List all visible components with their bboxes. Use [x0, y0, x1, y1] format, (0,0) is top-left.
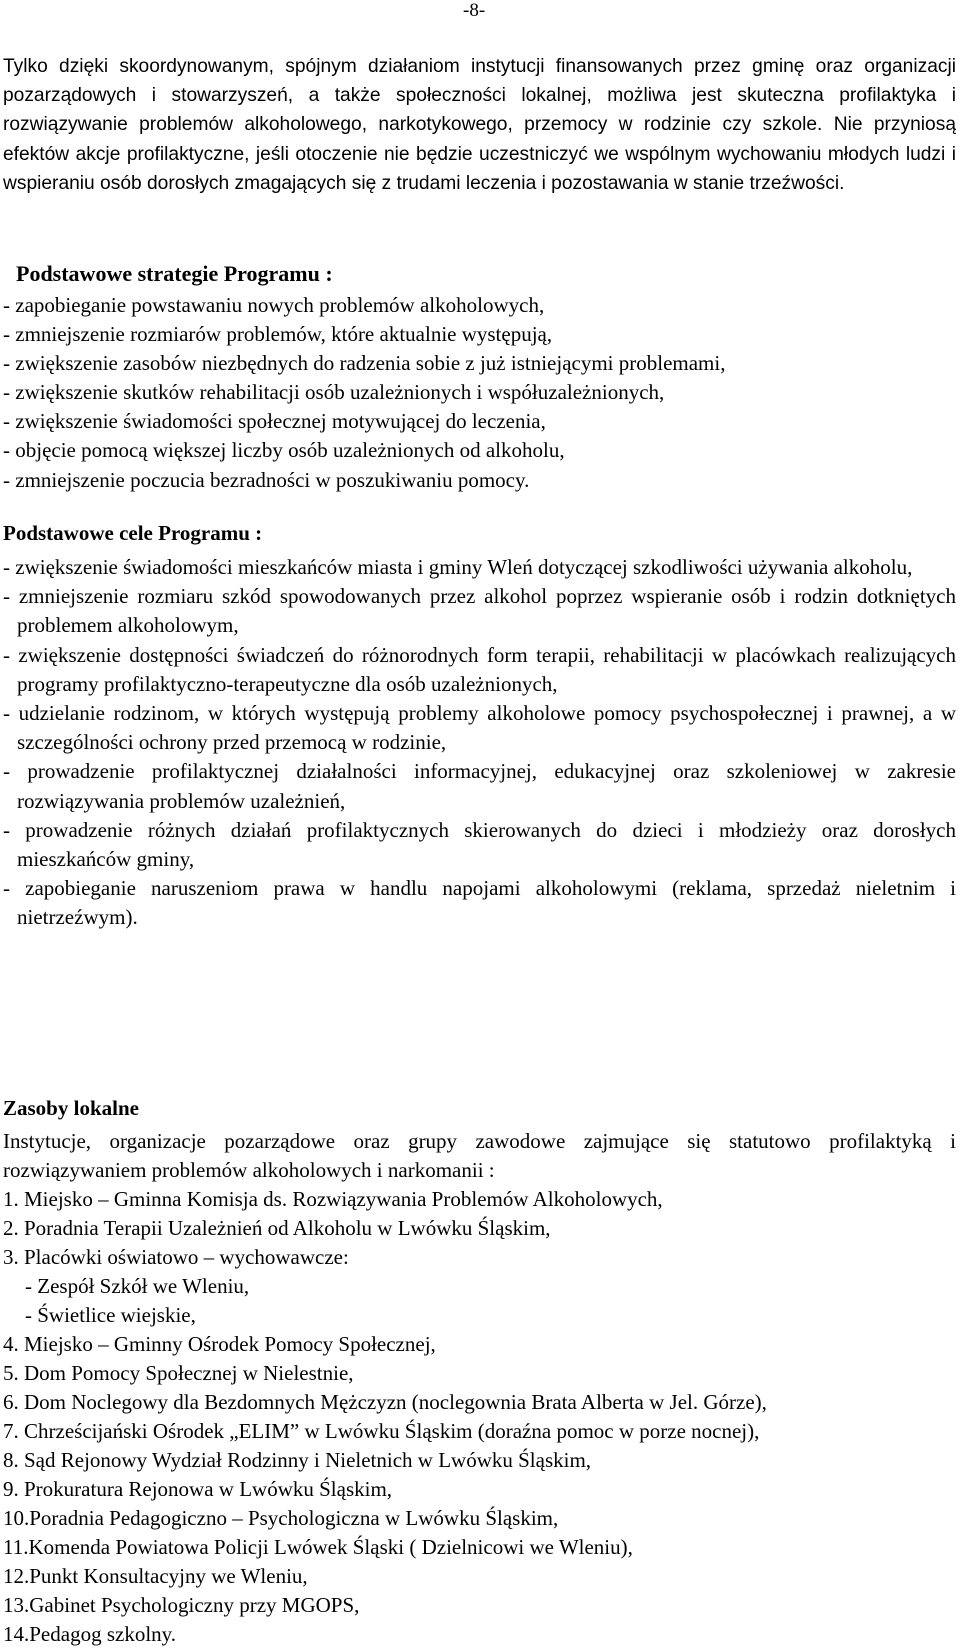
- resource-item: 5. Dom Pomocy Społecznej w Nielestnie,: [3, 1361, 354, 1385]
- resources-section: [3, 1090, 956, 1649]
- strategy-item: - zmniejszenie rozmiarów problemów, które aktualnie występują,: [3, 322, 553, 347]
- resource-item: 8. Sąd Rejonowy Wydział Rodzinny i Nieletnich w Lwówku Śląskim,: [3, 1448, 592, 1472]
- goal-item: - prowadzenie profilaktycznej działalności informacyjnej, edukacyjnej oraz szkoleniowej w zakresie rozwiązywania problemów uzależnień,: [3, 759, 956, 813]
- strategy-item: - zwiększenie świadomości społecznej motywującej do leczenia,: [3, 409, 546, 434]
- resources-intro: Instytucje, organizacje pozarządowe oraz grupy zawodowe zajmujące się statutowo profilaktyką i rozwiązywaniem problemów alkoholowych i narkomanii :: [3, 1129, 956, 1182]
- goal-item: - udzielanie rodzinom, w których występują problemy alkoholowe pomocy psychospołecznej i prawnej, a w szczególności ochrony przed przemocą w rodzinie,: [3, 701, 956, 755]
- strategies-heading: Podstawowe strategie Programu :: [16, 261, 333, 286]
- resource-item: 10.Poradnia Pedagogiczno – Psychologiczna w Lwówku Śląskim,: [3, 1506, 559, 1530]
- strategy-item: - zapobieganie powstawaniu nowych problemów alkoholowych,: [3, 293, 545, 317]
- goals-section: [3, 519, 956, 933]
- resource-item: 14.Pedagog szkolny.: [3, 1622, 177, 1646]
- strategy-item: - zwiększenie skutków rehabilitacji osób uzależnionych i współuzależnionych,: [3, 380, 665, 405]
- goal-item: - zwiększenie dostępności świadczeń do różnorodnych form terapii, rehabilitacji w placówkach realizujących programy profilaktyczno-terapeutyczne dla osób uzależnionych,: [3, 642, 956, 696]
- resource-item: 9. Prokuratura Rejonowa w Lwówku Śląskim,: [3, 1477, 393, 1501]
- resource-item: 7. Chrześcijański Ośrodek „ELIM” w Lwówku Śląskim (doraźna pomoc w porze nocnej),: [3, 1419, 760, 1443]
- resource-subitem: - Świetlice wiejskie,: [25, 1303, 196, 1327]
- resource-item: 2. Poradnia Terapii Uzależnień od Alkoholu w Lwówku Śląskim,: [3, 1216, 551, 1240]
- strategy-item: - zmniejszenie poczucia bezradności w poszukiwaniu pomocy.: [3, 467, 530, 492]
- resource-subitem: - Zespół Szkół we Wleniu,: [25, 1274, 250, 1298]
- resource-item: 3. Placówki oświatowo – wychowawcze:: [3, 1245, 349, 1269]
- goal-item: - zwiększenie świadomości mieszkańców miasta i gminy Wleń dotyczącej szkodliwości używania alkoholu,: [3, 555, 913, 579]
- resources-heading: Zasoby lokalne: [3, 1096, 139, 1120]
- resource-item: 4. Miejsko – Gminny Ośrodek Pomocy Społecznej,: [3, 1332, 436, 1356]
- goal-item: - prowadzenie różnych działań profilaktycznych skierowanych do dzieci i młodzieży oraz dorosłych mieszkańców gminy,: [3, 817, 956, 872]
- goals-heading: Podstawowe cele Programu :: [3, 521, 263, 545]
- intro-paragraph: Tylko dzięki skoordynowanym, spójnym działaniom instytucji finansowanych przez gminę oraz organizacji pozarządowych i stowarzyszeń, a także społeczności lokalnej, możliwa jest skuteczna profilaktyka i rozwiązywanie problemów alkoholowego, narkotykowego, przemocy w rodzinie czy szkole. Nie przyniosą efektów akcje profilaktyczne, jeśli otoczenie nie będzie uczestniczyć we wspólnym wychowaniu młodych ludzi i wspieraniu osób dorosłych zmagających się z trudami leczenia i pozostawania w stanie trzeźwości.: [3, 56, 956, 194]
- resource-item: 1. Miejsko – Gminna Komisja ds. Rozwiązywania Problemów Alkoholowych,: [3, 1187, 663, 1211]
- page-number: -8-: [463, 0, 486, 21]
- strategy-item: - zwiększenie zasobów niezbędnych do radzenia sobie z już istniejącymi problemami,: [3, 351, 726, 376]
- strategies-section: [3, 257, 956, 495]
- strategy-item: - objęcie pomocą większej liczby osób uzależnionych od alkoholu,: [3, 438, 565, 463]
- resource-item: 11.Komenda Powiatowa Policji Lwówek Śląski ( Dzielnicowi we Wleniu),: [3, 1535, 633, 1559]
- resource-item: 13.Gabinet Psychologiczny przy MGOPS,: [3, 1593, 360, 1617]
- resource-item: 6. Dom Noclegowy dla Bezdomnych Mężczyzn (noclegownia Brata Alberta w Jel. Górze),: [3, 1390, 767, 1414]
- goal-item: - zmniejszenie rozmiaru szkód spowodowanych przez alkohol poprzez wspieranie osób i rodzin dotkniętych problemem alkoholowym,: [3, 584, 956, 638]
- goal-item: - zapobieganie naruszeniom prawa w handlu napojami alkoholowymi (reklama, sprzedaż nieletnim i nietrzeźwym).: [3, 876, 956, 930]
- resource-item: 12.Punkt Konsultacyjny we Wleniu,: [3, 1564, 308, 1588]
